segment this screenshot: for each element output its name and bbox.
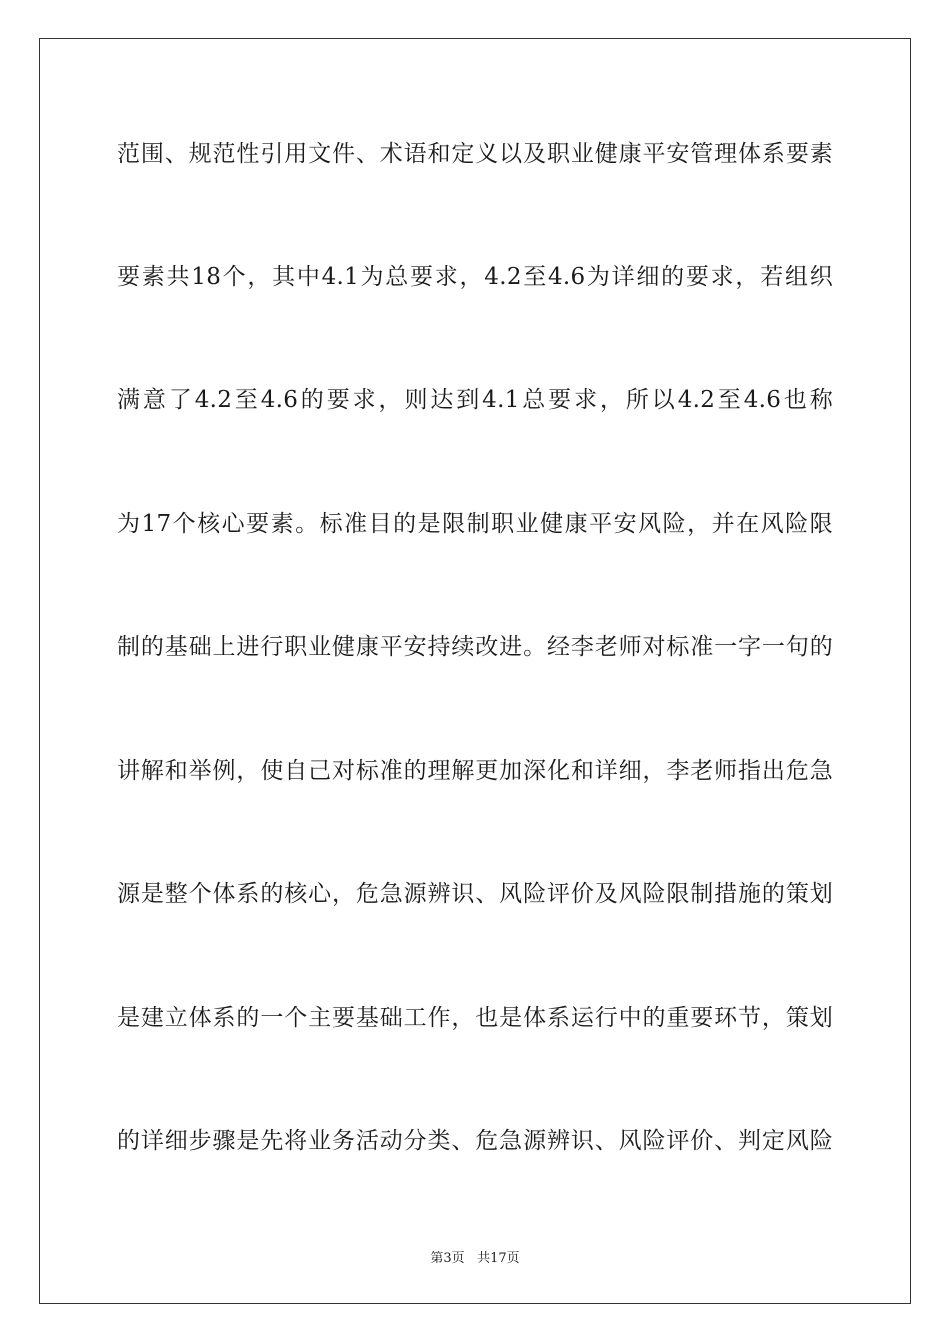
body-text-line: 源是整个体系的核心，危急源辨识、风险评价及风险限制措施的策划 — [117, 881, 833, 907]
page-number: 第3页 — [430, 1251, 465, 1266]
body-text-line: 范围、规范性引用文件、术语和定义以及职业健康平安管理体系要素 — [117, 141, 833, 167]
page-total: 共17页 — [477, 1251, 520, 1266]
page-border — [39, 38, 911, 1304]
body-text-line: 制的基础上进行职业健康平安持续改进。经李老师对标准一字一句的 — [117, 634, 833, 660]
page-footer — [0, 1247, 950, 1266]
body-text-line: 要素共18个，其中4.1为总要求，4.2至4.6为详细的要求，若组织 — [117, 264, 833, 290]
body-text-line: 为17个核心要素。标准目的是限制职业健康平安风险，并在风险限 — [117, 511, 833, 537]
body-text-line: 是建立体系的一个主要基础工作，也是体系运行中的重要环节，策划 — [117, 1005, 833, 1031]
body-text-line: 讲解和举例，使自己对标准的理解更加深化和详细，李老师指出危急 — [117, 758, 833, 784]
body-text-line: 的详细步骤是先将业务活动分类、危急源辨识、风险评价、判定风险 — [117, 1128, 833, 1154]
body-text-line: 满意了4.2至4.6的要求，则达到4.1总要求，所以4.2至4.6也称 — [117, 387, 833, 413]
